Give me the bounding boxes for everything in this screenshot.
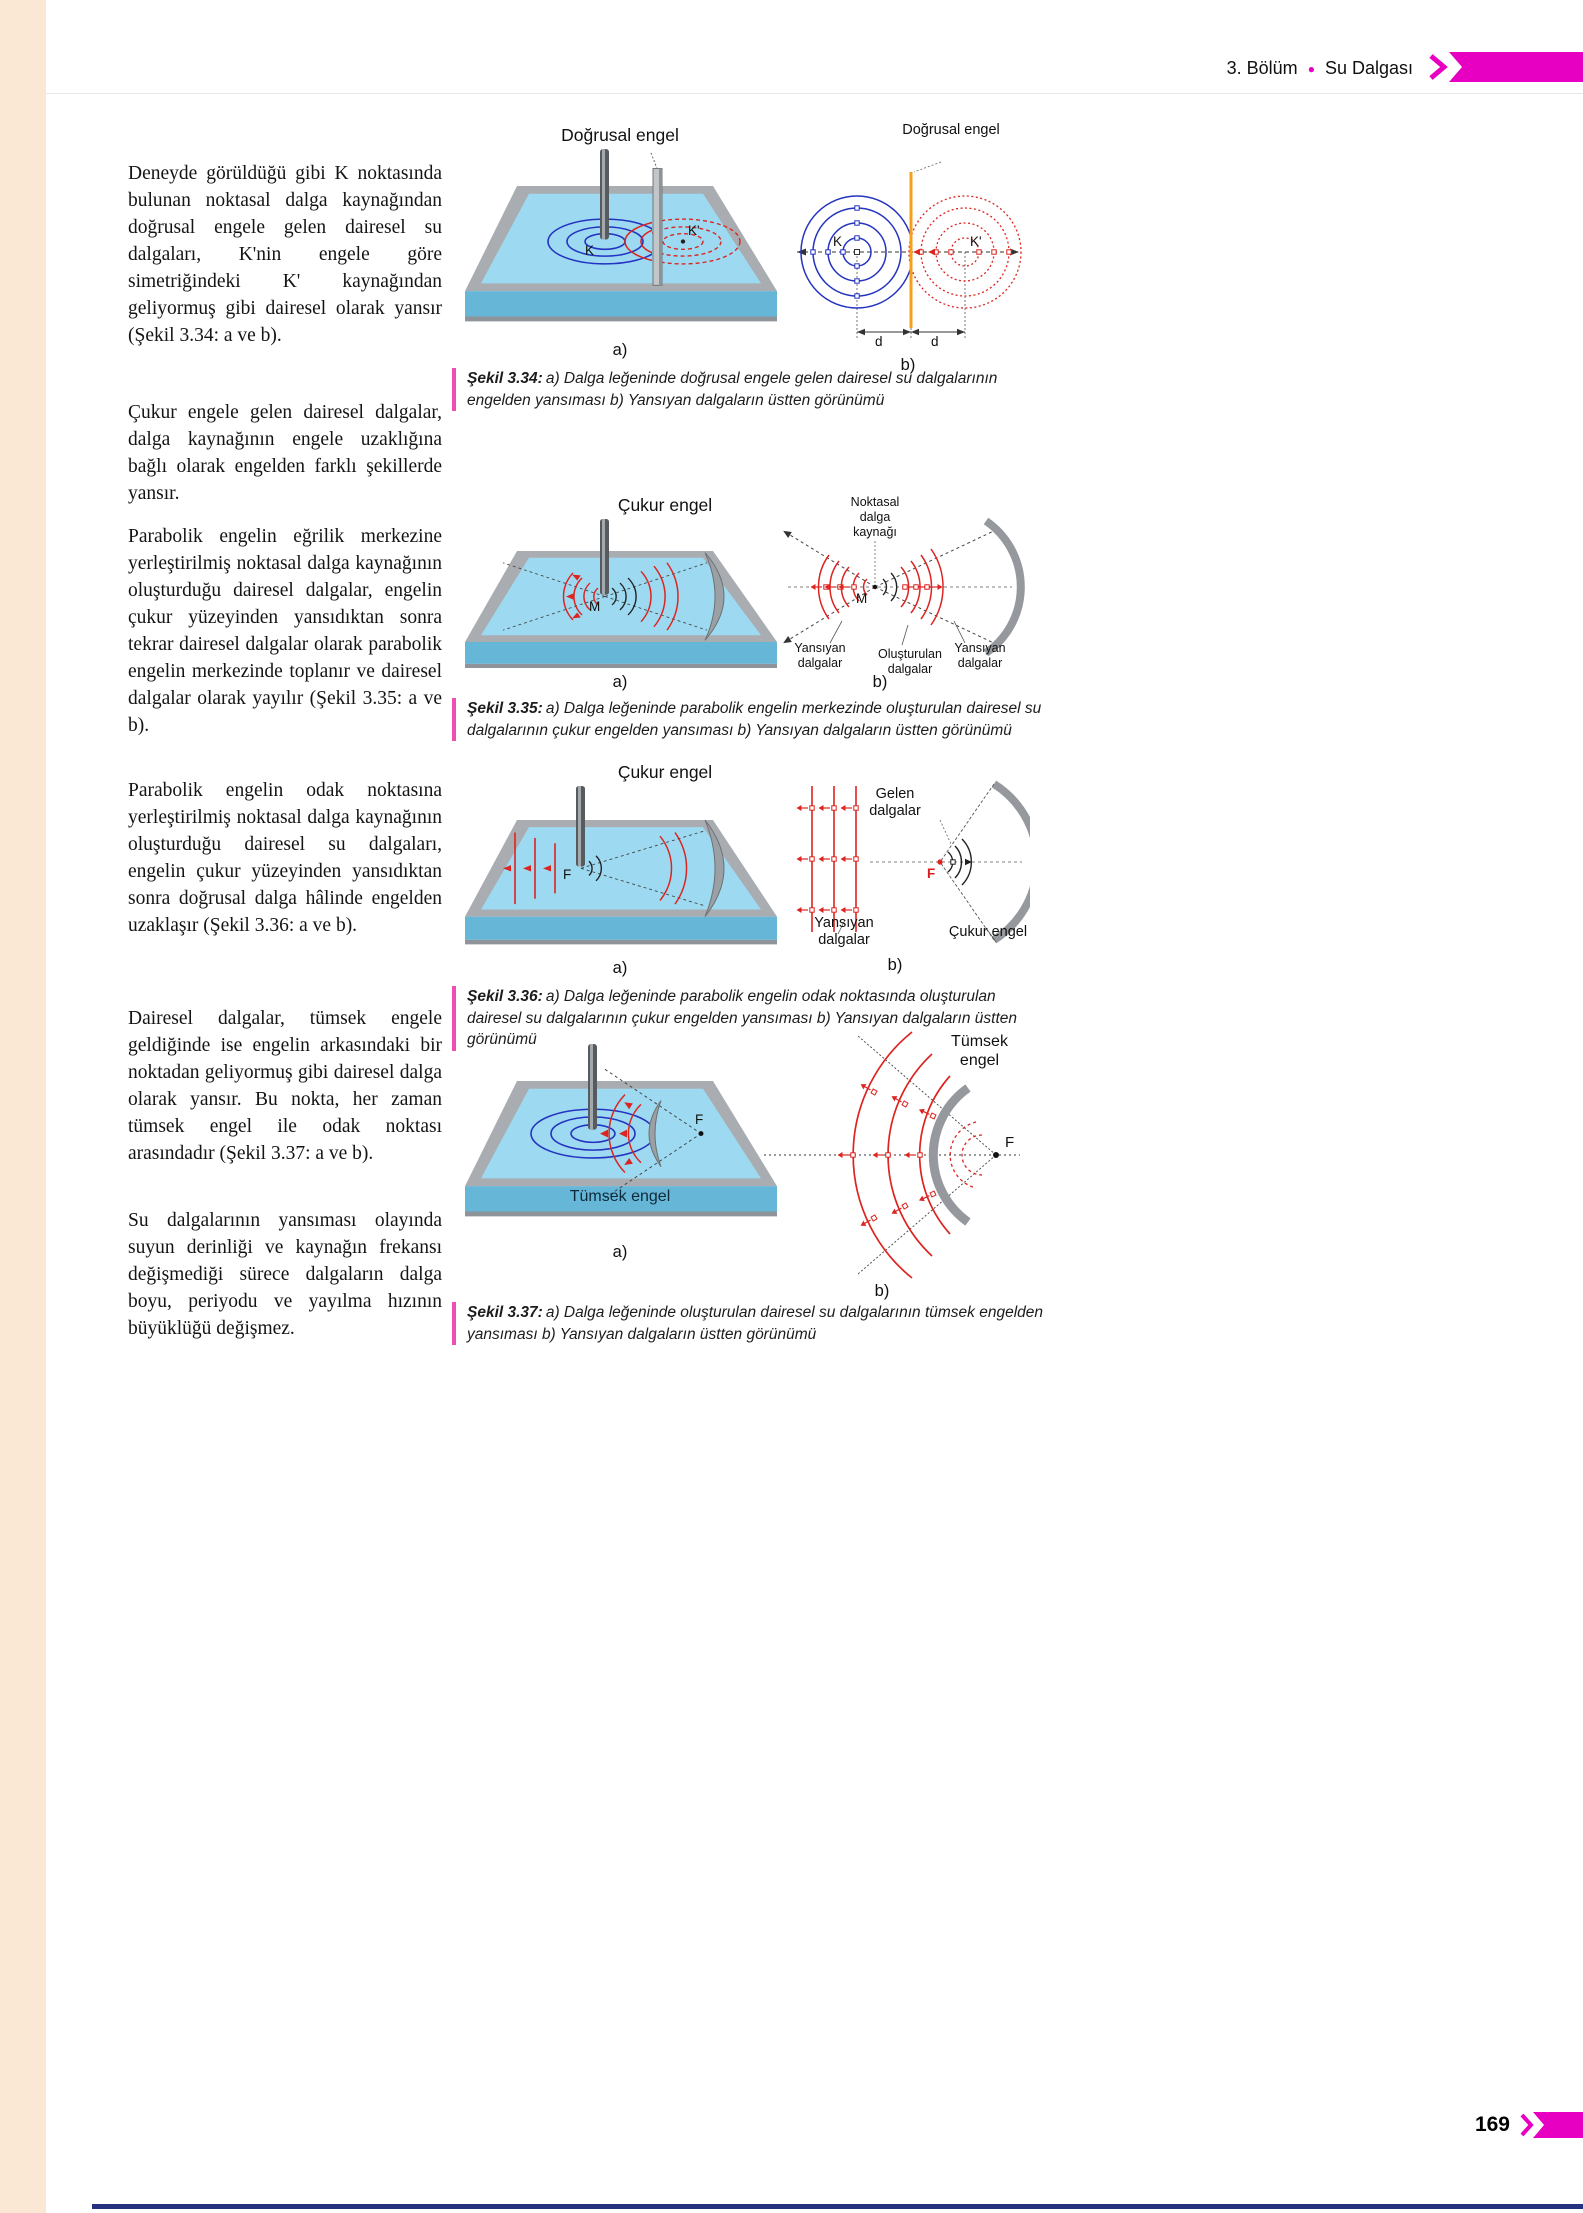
concave-barrier-label: Çukur engel <box>948 924 1028 940</box>
body-paragraph: Parabolik engelin odak noktasına yerleştirilmiş noktasal dalga kaynağının oluşturduğu dairesel su dalgaları, engelin çukur yüzeyinden yansıdıktan sonra doğrusal dalga hâlinde engelden uzaklaşır (Şekil 3.36: a ve b). <box>128 780 442 936</box>
body-text-column <box>128 160 442 1342</box>
header-ribbon <box>1425 52 1583 82</box>
subfigure-label-b: b) <box>872 673 888 691</box>
fig334a-drawing <box>455 149 785 334</box>
page-footer <box>1475 2112 1583 2138</box>
concave-barrier <box>994 784 1030 940</box>
point-source-label: Noktasal dalga kaynağı <box>850 495 900 539</box>
figure-caption-3-35 <box>452 698 1047 741</box>
reflected-waves-label: Yansıyan dalgalar <box>954 641 1006 670</box>
figure-3-36-b <box>790 762 1030 977</box>
figure-caption-3-34 <box>452 368 1047 411</box>
concave-barrier <box>986 521 1021 653</box>
caption-text: a) Dalga leğeninde parabolik engelin merkezinde oluşturulan dairesel su dalgalarının çukur engelden yansıması b) Yansıyan dalgaların üstten görünümü <box>467 700 1042 739</box>
subfigure-label-a: a) <box>612 1243 628 1261</box>
page-number: 169 <box>1474 2113 1510 2136</box>
bottom-rule <box>92 2204 1583 2209</box>
reflected-waves-label: Yansıyan dalgalar <box>814 915 874 948</box>
subfigure-label-a: a) <box>612 673 628 691</box>
subfigure-label-b: b) <box>887 956 903 974</box>
fig334b-drawing <box>793 160 1023 350</box>
figure-caption-3-37 <box>452 1302 1047 1345</box>
body-paragraph: Parabolik engelin eğrilik merkezine yerleştirilmiş noktasal dalga kaynağının oluşturduğu dairesel dalgalar, engelin çukur yüzeyinden yansıdıktan sonra tekrar dairesel dalgalar olarak parabolik engelin merkezinde toplanır ve dairesel dalgalar olarak yayılır (Şekil 3.35: a ve b). <box>128 526 442 736</box>
caption-number: Şekil 3.35: <box>467 700 543 717</box>
convex-barrier-label: Tümsek engel <box>951 1033 1008 1069</box>
wave-source-rod <box>600 519 609 595</box>
figure-title: Doğrusal engel <box>561 125 679 145</box>
point-m-label: M <box>589 599 601 614</box>
chapter-label: 3. Bölüm <box>1226 58 1298 78</box>
fig336a-drawing <box>455 786 785 956</box>
fig335a-drawing <box>455 519 785 679</box>
caption-number: Şekil 3.36: <box>467 988 543 1005</box>
figure-3-35-b <box>780 495 1025 700</box>
point-f-label: F <box>1005 1134 1015 1151</box>
focus-point <box>699 1131 704 1136</box>
focus-point <box>993 1152 999 1158</box>
source-point-m <box>873 585 877 589</box>
convex-barrier-label: Tümsek engel <box>569 1188 671 1205</box>
figure-title: Çukur engel <box>617 762 713 782</box>
footer-ribbon <box>1519 2112 1583 2138</box>
figure-title: Doğrusal engel <box>902 122 1000 138</box>
figure-3-34-a <box>455 125 785 370</box>
caption-number: Şekil 3.37: <box>467 1304 543 1321</box>
figure-3-37-b <box>762 1030 1027 1308</box>
point-k-prime-label: K' <box>688 223 700 238</box>
caption-number: Şekil 3.34: <box>467 370 543 387</box>
running-header <box>1227 58 1413 79</box>
distance-d-label: d <box>931 334 939 349</box>
body-paragraph: Dairesel dalgalar, tümsek engele geldiğinde ise engelin arkasındaki bir noktadan geliyormuş gibi dairesel dalga olarak yansır. Bu nokta, her zaman tümsek engel ile odak noktası arasındadır (Şekil 3.37: a ve b). <box>128 1008 442 1164</box>
body-paragraph: Çukur engele gelen dairesel dalgalar, dalga kaynağının engele uzaklığına bağlı olarak engelden farklı şekillerde yansır. <box>128 402 442 504</box>
subfigure-label-b: b) <box>874 1282 890 1300</box>
subfigure-label-a: a) <box>612 341 628 359</box>
header-bullet: ● <box>1307 61 1315 76</box>
wave-source-rod <box>576 786 585 867</box>
point-m-label: M <box>856 591 868 606</box>
figure-title: Çukur engel <box>617 495 713 515</box>
wave-source-rod <box>588 1044 597 1130</box>
point-f-label: F <box>695 1112 704 1127</box>
focus-point <box>937 859 942 864</box>
point-f-label: F <box>927 866 936 881</box>
caption-text: a) Dalga leğeninde parabolik engelin odak noktasında oluşturulan dairesel su dalgalarının çukur engelden yansıması b) Yansıyan dalgaların üstten görünümü <box>467 988 1018 1048</box>
figure-3-34-b <box>793 122 1025 382</box>
figure-3-35-a <box>455 495 785 697</box>
reflected-waves-label: Yansıyan dalgalar <box>794 641 846 670</box>
caption-text: a) Dalga leğeninde doğrusal engele gelen dairesel su dalgalarının engelden yansıması b) Yansıyan dalgaların üstten görünümü <box>467 370 998 409</box>
point-f-label: F <box>563 867 572 882</box>
subfigure-label-b: b) <box>900 356 916 374</box>
incoming-waves-label: Gelen dalgalar <box>869 786 921 819</box>
header-rule <box>46 93 1583 94</box>
caption-text: a) Dalga leğeninde oluşturulan dairesel su dalgalarının tümsek engelden yansıması b) Yansıyan dalgaların üstten görünümü <box>467 1304 1044 1343</box>
section-label: Su Dalgası <box>1324 58 1413 78</box>
point-k-label: K <box>833 234 843 249</box>
distance-d-label: d <box>875 334 883 349</box>
subfigure-label-a: a) <box>612 959 628 977</box>
source-point-k <box>855 250 860 255</box>
body-paragraph: Su dalgalarının yansıması olayında suyun derinliği ve kaynağın frekansı değişmediği sürece dalgaların dalga boyu, periyodu ve yayılma hızının büyüklüğü değişmez. <box>128 1210 442 1339</box>
body-paragraph: Deneyde görüldüğü gibi K noktasında bulunan noktasal dalga kaynağından doğrusal engele gelen dairesel su dalgaları, K'nin engele göre simetriğindeki K' kaynağından geliyormuş gibi dairesel olarak yansır (Şekil 3.34: a ve b). <box>128 163 442 346</box>
left-margin-strip <box>0 0 46 2213</box>
virtual-source-point <box>681 239 685 243</box>
point-k-label: K <box>585 243 595 258</box>
point-k-prime-label: K' <box>970 234 982 249</box>
water-tank <box>465 820 777 944</box>
figure-3-37-a <box>455 1040 785 1268</box>
straight-barrier <box>653 168 662 285</box>
created-waves-label: Oluşturulan dalgalar <box>878 647 942 676</box>
wave-source-rod <box>600 149 609 240</box>
figure-3-36-a <box>455 762 785 984</box>
